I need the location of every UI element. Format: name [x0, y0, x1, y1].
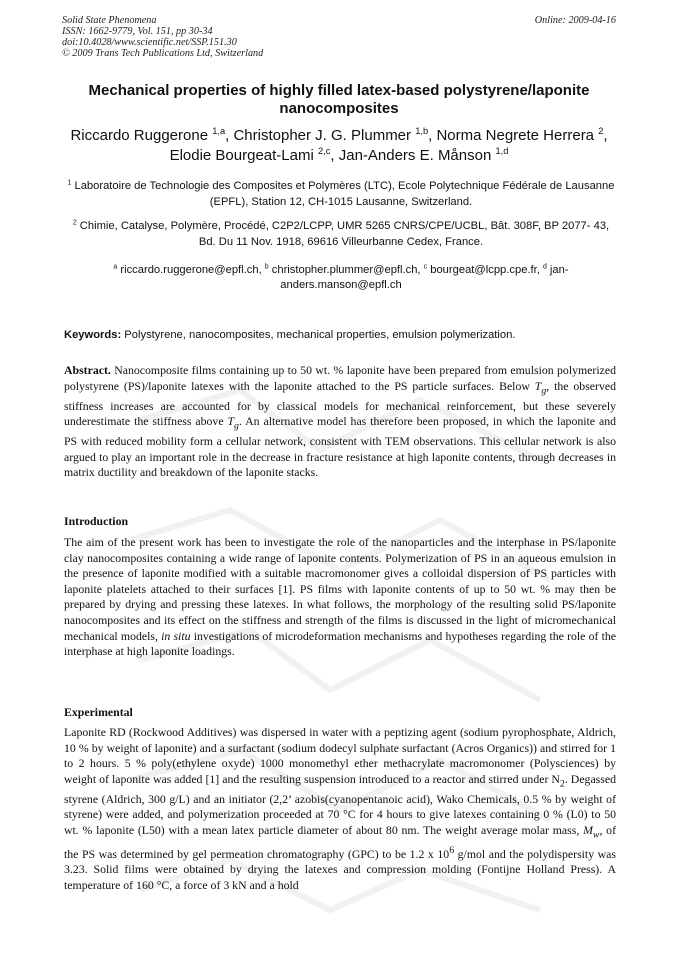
experimental-section: [64, 725, 616, 955]
email-ruggerone: riccardo.ruggerone@epfl.ch,: [117, 264, 265, 276]
email-b-marker: b: [264, 263, 269, 271]
introduction-text-2: investigations of microdeformation mechanisms and hypotheses regarding the role of the interphase at high laponite loadings.: [64, 628, 617, 659]
tg-subscript-2: g: [234, 420, 239, 432]
journal-name: Solid State Phenomena: [62, 15, 157, 26]
tg-symbol-2: T: [227, 414, 235, 429]
experimental-text-1: Laponite RD (Rockwood Additives) was dispersed in water with a peptizing agent (sodium pyrophosphate, Aldrich, 10 % by weight of laponite) and a surfactant (sodium dodecyl sulphate surfactant (Acros Organics)) and stirred for 1 to 2 hours. 5 % poly(ethylene oxyde) 1000 monomethyl ether methacrylate macromonomer (Polysciences) by weight of laponite was added [1] and the resulting suspension introduced to a reactor and stirred under N: [64, 725, 616, 786]
abstract-text-3: . An alternative model has therefore been proposed, in which the laponite and PS with reduced mobility form a cellular network, consistent with TEM observations. This cellular network is also argued to play an important role in the decrease in fracture resistance at high laponite contents, through decreases in matrix ductility and breakdown of the laponite stacks.: [64, 414, 616, 480]
issn-line: ISSN: 1662-9779, Vol. 151, pp 30-34: [62, 26, 213, 37]
keywords-label: Keywords:: [64, 329, 122, 341]
author-negrete-herrera-affil: 2: [598, 126, 604, 136]
email-bourgeat: bourgeat@lcpp.cpe.fr,: [427, 264, 543, 276]
introduction-paragraph: [64, 535, 616, 660]
experimental-text-4: g/mol and the polydispersity was 3.23. Solid films were obtained by drying the latexes and compression molding (Fontijne Holland Press). A temperature of 160 °C, a force of 3 kN and a hold: [64, 846, 616, 892]
keywords-line: [64, 328, 624, 342]
mw-subscript: w: [592, 829, 600, 841]
abstract-text-1: Nanocomposite films containing up to 50 wt. % laponite have been prepared from emulsion polymerized polystyrene (PS)/laponite latexes with the laponite attached to the PS particle surfaces. Below: [64, 363, 616, 393]
affiliation-1-text: Laboratoire de Technologie des Composites et Polymères (LTC), Ecole Polytechnique Fédérale de Lausanne (EPFL), Station 12, CH-1015 Lausanne, Switzerland.: [71, 180, 615, 208]
tg-symbol-1: T: [534, 378, 542, 393]
journal-header: [62, 15, 263, 59]
author-plummer: , Christopher J. G. Plummer: [225, 127, 416, 144]
author-manson-affil: 1,d: [495, 146, 509, 156]
tg-subscript-1: g: [541, 384, 547, 396]
author-negrete-herrera: , Norma Negrete Herrera: [428, 127, 599, 144]
email-list: [66, 263, 616, 293]
email-a-marker: a: [113, 263, 118, 271]
email-plummer: christopher.plummer@epfl.ch,: [268, 264, 424, 276]
author-bourgeat-lami: , Elodie Bourgeat-Lami: [169, 127, 608, 164]
in-situ-term: in situ: [161, 628, 191, 643]
author-ruggerone: Riccardo Ruggerone: [70, 127, 213, 144]
affiliation-2: [66, 218, 616, 250]
experimental-paragraph: [64, 725, 616, 894]
affiliation-2-marker: 2: [72, 219, 77, 227]
copyright-line: © 2009 Trans Tech Publications Ltd, Switzerland: [62, 48, 264, 59]
email-manson: jan-anders.manson@epfl.ch: [280, 264, 569, 291]
email-d-marker: d: [542, 263, 547, 271]
author-list: [62, 126, 616, 166]
affiliation-1-marker: 1: [67, 179, 72, 187]
author-manson: , Jan-Anders E. Månson: [330, 147, 496, 164]
doi-line: doi:10.4028/www.scientific.net/SSP.151.30: [62, 37, 237, 48]
author-plummer-affil: 1,b: [415, 126, 429, 136]
n2-subscript: 2: [559, 778, 565, 790]
keywords-text: Polystyrene, nanocomposites, mechanical properties, emulsion polymerization.: [121, 329, 516, 341]
introduction-text-1: The aim of the present work has been to investigate the role of the nanoparticles and the interphase in PS/laponite clay nanocomposites containing a wide range of laponite contents. Polymerization of PS in an aqueous emulsion in the presence of laponite modified with a suitable macromonomer gives a colloidal dispersion of PS particles with laponite platelets attached to their surfaces [1]. PS films with laponite contents of up to 50 wt. % may then be prepared by drying and pressing these latexes. In what follows, the morphology of the resulting solid PS/laponite nanocomposites and its effect on the stiffness and strength of the films is discussed in the light of micromechanical mechanical models,: [64, 535, 616, 643]
introduction-section: [64, 535, 616, 660]
experimental-text-2: . Degassed styrene (Aldrich, 300 g/L) and an initiator (2,2’ azobis(cyanopentanoic acid), Wako Chemicals, 0.5 % by weight of styrene) were added, and polymerization proceeded at 70 °C for 4 hours to give latexes containing 0 % (L0) to 50 wt. % laponite (L50) with a mean latex particle diameter of about 80 nm. The weight average molar mass,: [64, 771, 616, 837]
abstract-section: [64, 363, 616, 481]
affiliation-2-text: Chimie, Catalyse, Polymère, Procédé, C2P2/LCPP, UMR 5265 CNRS/CPE/UCBL, Bât. 308F, BP 2077- 43, Bd. Du 11 Nov. 1918, 69616 Villeurbanne Cedex, France.: [76, 220, 610, 248]
exponent-6: 6: [449, 844, 455, 856]
abstract-label: Abstract.: [64, 363, 111, 377]
experimental-heading: Experimental: [64, 705, 133, 719]
introduction-heading: Introduction: [64, 514, 129, 528]
abstract-paragraph: [64, 363, 616, 481]
online-date: Online: 2009-04-16: [534, 15, 616, 26]
author-bourgeat-lami-affil: 2,c: [317, 146, 331, 156]
paper-title: Mechanical properties of highly filled latex-based polystyrene/laponite nanocomposites: [88, 82, 590, 117]
mw-symbol: M: [583, 822, 593, 837]
email-c-marker: c: [423, 263, 428, 271]
author-ruggerone-affil: 1,a: [212, 126, 226, 136]
affiliation-1: [66, 178, 616, 210]
abstract-text-2: , the observed stiffness increases are accounted for by classical models for mechanical reinforcement, but these severely underestimate the stiffness above: [64, 378, 616, 429]
experimental-text-3: , of the PS was determined by gel permeation chromatography (GPC) to be 1.2 x 10: [64, 822, 616, 861]
